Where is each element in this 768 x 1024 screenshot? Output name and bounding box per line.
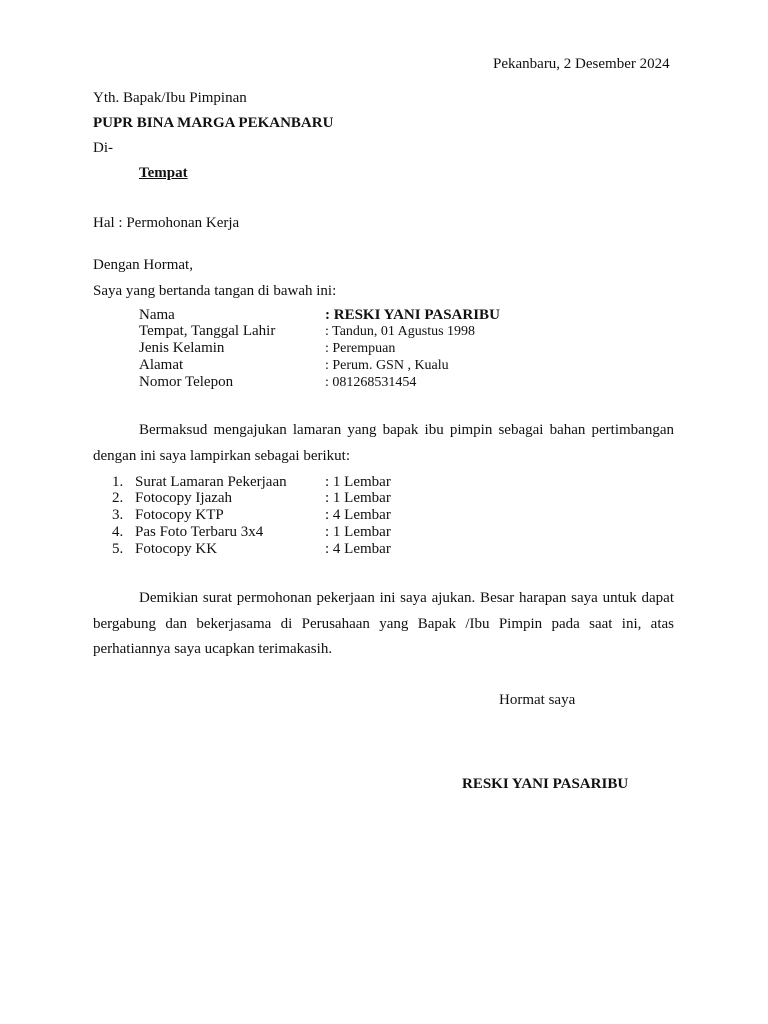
identity-value: : Tandun, 01 Agustus 1998	[325, 324, 476, 339]
recipient-line2: PUPR BINA MARGA PEKANBARU	[93, 115, 334, 131]
attachment-number: 2.	[112, 490, 124, 506]
identity-label: Jenis Kelamin	[139, 340, 225, 356]
recipient-line3: Di-	[93, 140, 113, 156]
attachment-number: 1.	[112, 474, 124, 490]
attachment-item: Pas Foto Terbaru 3x4	[135, 524, 264, 540]
attachment-number: 4.	[112, 524, 124, 540]
attachment-number: 5.	[112, 541, 124, 557]
attachment-item: Fotocopy Ijazah	[135, 490, 233, 506]
intro: Saya yang bertanda tangan di bawah ini:	[93, 283, 337, 299]
regards: Hormat saya	[499, 692, 576, 708]
attachment-qty: : 1 Lembar	[325, 524, 391, 540]
signature-name: RESKI YANI PASARIBU	[462, 776, 629, 792]
attachment-item: Surat Lamaran Pekerjaan	[135, 474, 287, 490]
recipient-line1: Yth. Bapak/Ibu Pimpinan	[93, 90, 247, 106]
attachment-qty: : 4 Lembar	[325, 541, 391, 557]
place-date: Pekanbaru, 2 Desember 2024	[493, 56, 670, 72]
greeting: Dengan Hormat,	[93, 257, 193, 273]
identity-value: : 081268531454	[325, 375, 417, 390]
identity-value: : Perum. GSN , Kualu	[325, 358, 449, 373]
identity-label: Nama	[139, 307, 175, 323]
attachment-qty: : 4 Lembar	[325, 507, 391, 523]
body-paragraph-1-text: Bermaksud mengajukan lamaran yang bapak ibu pimpin sebagai bahan pertimbangan dengan ini saya lampirkan sebagai berikut:	[93, 422, 674, 464]
attachment-number: 3.	[112, 507, 124, 523]
identity-label: Tempat, Tanggal Lahir	[139, 323, 276, 339]
attachment-item: Fotocopy KK	[135, 541, 218, 557]
attachment-qty: : 1 Lembar	[325, 474, 391, 490]
identity-value: : Perempuan	[325, 341, 396, 356]
attachment-item: Fotocopy KTP	[135, 507, 224, 523]
recipient-line4: Tempat	[139, 165, 188, 181]
closing-paragraph	[93, 586, 674, 663]
identity-label: Alamat	[139, 357, 184, 373]
subject: Hal : Permohonan Kerja	[93, 215, 240, 231]
closing-paragraph-text: Demikian surat permohonan pekerjaan ini saya ajukan. Besar harapan saya untuk dapat bergabung dan bekerjasama di Perusahaan yang Bapak /Ibu Pimpin pada saat ini, atas perhatiannya saya ucapkan terimakasih.	[93, 590, 674, 657]
identity-label: Nomor Telepon	[139, 374, 234, 390]
identity-value: : RESKI YANI PASARIBU	[325, 307, 500, 323]
attachment-qty: : 1 Lembar	[325, 490, 391, 506]
body-paragraph-1	[93, 418, 674, 469]
